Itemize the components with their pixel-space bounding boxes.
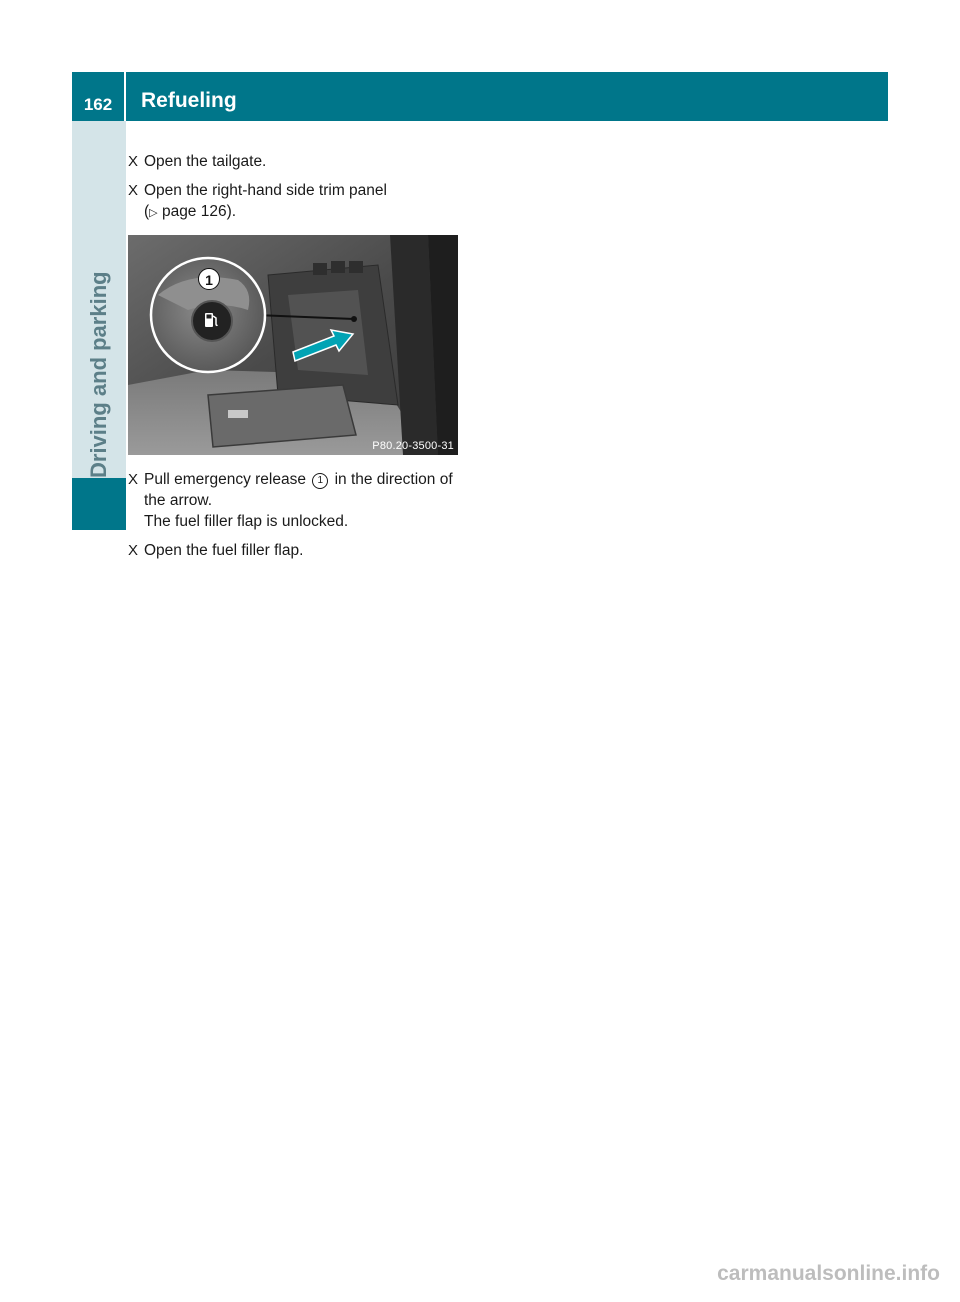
figure-caption: P80.20-3500-31	[372, 440, 454, 452]
side-block	[72, 478, 126, 530]
section-label: Driving and parking	[86, 271, 111, 478]
trunk-photo	[128, 235, 458, 455]
step-3	[128, 469, 463, 532]
step-text-before: Pull emergency release	[144, 471, 311, 488]
step-text: Open the fuel filler flap.	[144, 542, 304, 559]
step-2	[128, 180, 463, 224]
triangle-right-icon: ▷	[149, 207, 158, 219]
page-number: 162	[72, 72, 126, 121]
step-1	[128, 151, 463, 172]
step-text: Open the tailgate.	[144, 153, 267, 170]
step-text-after: in the direction of the arrow.	[144, 471, 453, 509]
step-marker: X	[128, 471, 139, 488]
step-text-line1: Open the right-hand side trim panel	[144, 182, 387, 199]
callout-1-label: 1	[198, 268, 220, 290]
step-text	[144, 180, 463, 224]
page-ref-link[interactable]: page 126).	[157, 203, 237, 220]
step-text	[144, 469, 463, 532]
page-title: Refueling	[141, 89, 237, 112]
step-4	[128, 540, 463, 561]
step-marker: X	[128, 153, 139, 170]
step-marker: X	[128, 542, 139, 559]
step-marker: X	[128, 182, 139, 199]
step-text-prefix: (	[144, 203, 150, 220]
step-result: The fuel filler flap is unlocked.	[144, 513, 349, 530]
trunk-illustration	[128, 235, 458, 455]
fuel-pump-icon	[204, 311, 219, 328]
watermark: carmanualsonline.info	[717, 1262, 940, 1285]
callout-1-icon: 1	[312, 473, 328, 489]
